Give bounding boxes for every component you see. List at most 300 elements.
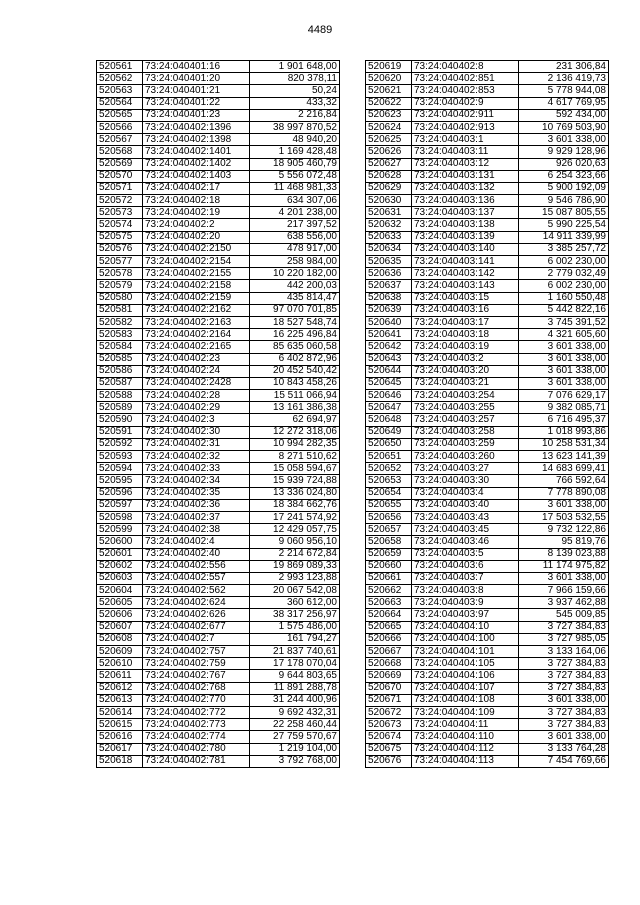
cadastral-value: 62 694,97 (250, 414, 340, 426)
table-row (366, 438, 609, 450)
cadastral-number: 73:24:040403:132 (412, 182, 519, 194)
row-number: 520632 (366, 219, 412, 231)
table-row (97, 572, 340, 584)
table-row (366, 560, 609, 572)
row-number: 520646 (366, 390, 412, 402)
cadastral-number: 73:24:040402:913 (412, 121, 519, 133)
table-row (366, 706, 609, 718)
cadastral-number: 73:24:040403:139 (412, 231, 519, 243)
cadastral-number: 73:24:040403:142 (412, 268, 519, 280)
row-number: 520622 (366, 97, 412, 109)
left-register-table (96, 60, 340, 768)
row-number: 520598 (97, 511, 143, 523)
cadastral-number: 73:24:040403:30 (412, 475, 519, 487)
cadastral-value: 2 136 419,73 (519, 73, 609, 85)
cadastral-number: 73:24:040403:254 (412, 390, 519, 402)
cadastral-value: 7 076 629,17 (519, 390, 609, 402)
table-row (97, 341, 340, 353)
cadastral-number: 73:24:040401:23 (143, 109, 250, 121)
cadastral-number: 73:24:040403:131 (412, 170, 519, 182)
row-number: 520595 (97, 475, 143, 487)
cadastral-number: 73:24:040402:626 (143, 609, 250, 621)
table-row (97, 207, 340, 219)
row-number: 520576 (97, 243, 143, 255)
cadastral-value: 2 214 672,84 (250, 548, 340, 560)
row-number: 520616 (97, 731, 143, 743)
row-number: 520620 (366, 73, 412, 85)
cadastral-value: 1 901 648,00 (250, 61, 340, 73)
row-number: 520588 (97, 390, 143, 402)
row-number: 520661 (366, 572, 412, 584)
row-number: 520568 (97, 146, 143, 158)
cadastral-number: 73:24:040402:2163 (143, 316, 250, 328)
cadastral-value: 3 133 164,06 (519, 646, 609, 658)
cadastral-value: 17 503 532,55 (519, 511, 609, 523)
table-row (366, 121, 609, 133)
table-row (97, 402, 340, 414)
table-row (366, 146, 609, 158)
row-number: 520649 (366, 426, 412, 438)
table-row (366, 731, 609, 743)
cadastral-value: 13 161 386,38 (250, 402, 340, 414)
table-row (97, 658, 340, 670)
cadastral-number: 73:24:040404:110 (412, 731, 519, 743)
cadastral-number: 73:24:040402:773 (143, 719, 250, 731)
table-row (366, 633, 609, 645)
table-row (97, 280, 340, 292)
row-number: 520667 (366, 646, 412, 658)
row-number: 520618 (97, 755, 143, 767)
cadastral-value: 592 434,00 (519, 109, 609, 121)
cadastral-value: 3 727 384,83 (519, 682, 609, 694)
cadastral-number: 73:24:040403:43 (412, 511, 519, 523)
cadastral-number: 73:24:040402:4 (143, 536, 250, 548)
table-row (366, 377, 609, 389)
cadastral-value: 231 306,84 (519, 61, 609, 73)
cadastral-number: 73:24:040402:19 (143, 207, 250, 219)
row-number: 520653 (366, 475, 412, 487)
cadastral-number: 73:24:040402:757 (143, 646, 250, 658)
cadastral-value: 634 307,06 (250, 195, 340, 207)
table-row (97, 170, 340, 182)
row-number: 520629 (366, 182, 412, 194)
row-number: 520561 (97, 61, 143, 73)
table-row (97, 621, 340, 633)
cadastral-value: 12 429 057,75 (250, 524, 340, 536)
cadastral-value: 1 575 486,00 (250, 621, 340, 633)
row-number: 520676 (366, 755, 412, 767)
cadastral-number: 73:24:040402:781 (143, 755, 250, 767)
cadastral-value: 85 635 060,58 (250, 341, 340, 353)
row-number: 520619 (366, 61, 412, 73)
cadastral-number: 73:24:040403:5 (412, 548, 519, 560)
table-row (97, 109, 340, 121)
table-row (97, 426, 340, 438)
table-row (97, 548, 340, 560)
cadastral-number: 73:24:040403:140 (412, 243, 519, 255)
row-number: 520573 (97, 207, 143, 219)
table-row (97, 706, 340, 718)
cadastral-number: 73:24:040403:9 (412, 597, 519, 609)
cadastral-value: 16 225 496,84 (250, 329, 340, 341)
cadastral-number: 73:24:040402:34 (143, 475, 250, 487)
cadastral-value: 1 169 428,48 (250, 146, 340, 158)
cadastral-value: 14 683 699,41 (519, 463, 609, 475)
cadastral-value: 13 623 141,39 (519, 451, 609, 463)
cadastral-number: 73:24:040402:1401 (143, 146, 250, 158)
table-row (366, 316, 609, 328)
table-row (97, 85, 340, 97)
row-number: 520636 (366, 268, 412, 280)
cadastral-number: 73:24:040402:29 (143, 402, 250, 414)
cadastral-value: 95 819,76 (519, 536, 609, 548)
row-number: 520626 (366, 146, 412, 158)
row-number: 520651 (366, 451, 412, 463)
row-number: 520625 (366, 134, 412, 146)
row-number: 520574 (97, 219, 143, 231)
table-row (366, 670, 609, 682)
cadastral-number: 73:24:040403:15 (412, 292, 519, 304)
cadastral-value: 433,32 (250, 97, 340, 109)
table-row (366, 719, 609, 731)
row-number: 520607 (97, 621, 143, 633)
cadastral-number: 73:24:040404:101 (412, 646, 519, 658)
table-row (366, 97, 609, 109)
cadastral-number: 73:24:040402:8 (412, 61, 519, 73)
cadastral-value: 97 070 701,85 (250, 304, 340, 316)
cadastral-number: 73:24:040402:23 (143, 353, 250, 365)
cadastral-number: 73:24:040402:3 (143, 414, 250, 426)
cadastral-number: 73:24:040402:2428 (143, 377, 250, 389)
cadastral-value: 8 139 023,88 (519, 548, 609, 560)
table-row (366, 292, 609, 304)
table-row (366, 658, 609, 670)
cadastral-number: 73:24:040403:46 (412, 536, 519, 548)
row-number: 520603 (97, 572, 143, 584)
cadastral-value: 11 468 981,33 (250, 182, 340, 194)
cadastral-value: 38 997 870,52 (250, 121, 340, 133)
cadastral-value: 15 058 594,67 (250, 463, 340, 475)
cadastral-number: 73:24:040402:36 (143, 499, 250, 511)
cadastral-value: 3 601 338,00 (519, 499, 609, 511)
row-number: 520621 (366, 85, 412, 97)
table-row (97, 755, 340, 767)
cadastral-number: 73:24:040403:2 (412, 353, 519, 365)
row-number: 520657 (366, 524, 412, 536)
cadastral-value: 6 716 495,37 (519, 414, 609, 426)
cadastral-value: 926 020,63 (519, 158, 609, 170)
cadastral-value: 9 546 786,90 (519, 195, 609, 207)
cadastral-value: 6 002 230,00 (519, 256, 609, 268)
cadastral-value: 4 617 769,95 (519, 97, 609, 109)
cadastral-number: 73:24:040402:20 (143, 231, 250, 243)
table-row (97, 524, 340, 536)
cadastral-number: 73:24:040404:105 (412, 658, 519, 670)
table-row (366, 499, 609, 511)
table-row (97, 73, 340, 85)
table-row (366, 597, 609, 609)
cadastral-value: 3 792 768,00 (250, 755, 340, 767)
cadastral-number: 73:24:040403:8 (412, 585, 519, 597)
table-row (366, 280, 609, 292)
row-number: 520648 (366, 414, 412, 426)
row-number: 520592 (97, 438, 143, 450)
cadastral-value: 3 601 338,00 (519, 377, 609, 389)
row-number: 520609 (97, 646, 143, 658)
cadastral-number: 73:24:040402:911 (412, 109, 519, 121)
cadastral-number: 73:24:040402:770 (143, 694, 250, 706)
cadastral-value: 14 911 339,99 (519, 231, 609, 243)
row-number: 520640 (366, 316, 412, 328)
cadastral-number: 73:24:040403:1 (412, 134, 519, 146)
table-row (97, 414, 340, 426)
cadastral-number: 73:24:040403:18 (412, 329, 519, 341)
cadastral-number: 73:24:040402:853 (412, 85, 519, 97)
cadastral-number: 73:24:040402:2165 (143, 341, 250, 353)
table-row (366, 109, 609, 121)
table-row (366, 402, 609, 414)
cadastral-value: 3 727 384,83 (519, 706, 609, 718)
cadastral-number: 73:24:040402:780 (143, 743, 250, 755)
table-row (97, 633, 340, 645)
table-row (97, 353, 340, 365)
cadastral-value: 3 601 338,00 (519, 694, 609, 706)
row-number: 520571 (97, 182, 143, 194)
table-row (97, 61, 340, 73)
row-number: 520601 (97, 548, 143, 560)
table-row (366, 341, 609, 353)
table-row (97, 316, 340, 328)
table-row (97, 475, 340, 487)
cadastral-value: 15 087 805,55 (519, 207, 609, 219)
cadastral-value: 18 384 662,76 (250, 499, 340, 511)
cadastral-value: 11 174 975,82 (519, 560, 609, 572)
row-number: 520591 (97, 426, 143, 438)
table-row (97, 585, 340, 597)
table-row (366, 755, 609, 767)
cadastral-number: 73:24:040402:1402 (143, 158, 250, 170)
row-number: 520593 (97, 451, 143, 463)
row-number: 520563 (97, 85, 143, 97)
cadastral-number: 73:24:040404:107 (412, 682, 519, 694)
cadastral-value: 13 336 024,80 (250, 487, 340, 499)
table-row (97, 731, 340, 743)
table-row (366, 682, 609, 694)
cadastral-number: 73:24:040402:18 (143, 195, 250, 207)
cadastral-value: 3 601 338,00 (519, 731, 609, 743)
cadastral-number: 73:24:040402:2 (143, 219, 250, 231)
cadastral-number: 73:24:040402:759 (143, 658, 250, 670)
row-number: 520630 (366, 195, 412, 207)
row-number: 520579 (97, 280, 143, 292)
table-row (366, 451, 609, 463)
cadastral-value: 5 778 944,08 (519, 85, 609, 97)
table-row (97, 609, 340, 621)
cadastral-value: 17 241 574,92 (250, 511, 340, 523)
cadastral-value: 3 601 338,00 (519, 353, 609, 365)
cadastral-value: 4 201 238,00 (250, 207, 340, 219)
cadastral-number: 73:24:040402:767 (143, 670, 250, 682)
row-number: 520670 (366, 682, 412, 694)
table-row (97, 670, 340, 682)
table-row (366, 182, 609, 194)
cadastral-value: 15 939 724,88 (250, 475, 340, 487)
table-row (97, 451, 340, 463)
cadastral-number: 73:24:040404:108 (412, 694, 519, 706)
cadastral-value: 10 843 458,26 (250, 377, 340, 389)
cadastral-number: 73:24:040403:11 (412, 146, 519, 158)
cadastral-value: 50,24 (250, 85, 340, 97)
cadastral-value: 9 644 803,65 (250, 670, 340, 682)
cadastral-value: 1 160 550,48 (519, 292, 609, 304)
table-row (366, 390, 609, 402)
cadastral-number: 73:24:040404:113 (412, 755, 519, 767)
row-number: 520668 (366, 658, 412, 670)
cadastral-value: 19 869 089,33 (250, 560, 340, 572)
cadastral-number: 73:24:040403:7 (412, 572, 519, 584)
cadastral-value: 48 940,20 (250, 134, 340, 146)
cadastral-value: 27 759 570,67 (250, 731, 340, 743)
cadastral-value: 5 442 822,16 (519, 304, 609, 316)
cadastral-number: 73:24:040401:22 (143, 97, 250, 109)
cadastral-value: 2 779 032,49 (519, 268, 609, 280)
row-number: 520623 (366, 109, 412, 121)
row-number: 520578 (97, 268, 143, 280)
row-number: 520655 (366, 499, 412, 511)
cadastral-value: 4 321 605,60 (519, 329, 609, 341)
cadastral-number: 73:24:040404:112 (412, 743, 519, 755)
cadastral-value: 21 837 740,61 (250, 646, 340, 658)
cadastral-value: 6 402 872,96 (250, 353, 340, 365)
row-number: 520585 (97, 353, 143, 365)
table-row (366, 304, 609, 316)
table-row (366, 511, 609, 523)
cadastral-number: 73:24:040402:562 (143, 585, 250, 597)
row-number: 520635 (366, 256, 412, 268)
cadastral-number: 73:24:040403:259 (412, 438, 519, 450)
table-row (366, 621, 609, 633)
cadastral-value: 5 990 225,54 (519, 219, 609, 231)
cadastral-number: 73:24:040402:2158 (143, 280, 250, 292)
table-row (366, 463, 609, 475)
table-row (97, 487, 340, 499)
cadastral-value: 9 060 956,10 (250, 536, 340, 548)
cadastral-number: 73:24:040403:141 (412, 256, 519, 268)
table-row (366, 268, 609, 280)
row-number: 520665 (366, 621, 412, 633)
cadastral-number: 73:24:040402:677 (143, 621, 250, 633)
row-number: 520641 (366, 329, 412, 341)
cadastral-number: 73:24:040402:772 (143, 706, 250, 718)
row-number: 520564 (97, 97, 143, 109)
cadastral-value: 18 527 548,74 (250, 316, 340, 328)
table-row (366, 158, 609, 170)
cadastral-number: 73:24:040402:17 (143, 182, 250, 194)
cadastral-number: 73:24:040404:100 (412, 633, 519, 645)
table-row (97, 511, 340, 523)
row-number: 520671 (366, 694, 412, 706)
row-number: 520673 (366, 719, 412, 731)
cadastral-value: 6 002 230,00 (519, 280, 609, 292)
cadastral-value: 3 727 384,83 (519, 670, 609, 682)
page-number: 4489 (307, 24, 333, 36)
row-number: 520662 (366, 585, 412, 597)
cadastral-value: 12 272 318,06 (250, 426, 340, 438)
table-row (97, 256, 340, 268)
cadastral-number: 73:24:040403:17 (412, 316, 519, 328)
cadastral-value: 638 556,00 (250, 231, 340, 243)
cadastral-number: 73:24:040404:106 (412, 670, 519, 682)
row-number: 520652 (366, 463, 412, 475)
cadastral-value: 820 378,11 (250, 73, 340, 85)
cadastral-value: 3 601 338,00 (519, 365, 609, 377)
row-number: 520594 (97, 463, 143, 475)
row-number: 520634 (366, 243, 412, 255)
cadastral-value: 1 018 993,86 (519, 426, 609, 438)
table-row (97, 597, 340, 609)
cadastral-number: 73:24:040403:260 (412, 451, 519, 463)
table-row (97, 329, 340, 341)
row-number: 520582 (97, 316, 143, 328)
cadastral-number: 73:24:040402:851 (412, 73, 519, 85)
cadastral-value: 10 258 531,34 (519, 438, 609, 450)
table-row (366, 195, 609, 207)
cadastral-value: 435 814,47 (250, 292, 340, 304)
cadastral-value: 258 984,00 (250, 256, 340, 268)
row-number: 520666 (366, 633, 412, 645)
table-row (97, 365, 340, 377)
cadastral-value: 22 258 460,44 (250, 719, 340, 731)
row-number: 520642 (366, 341, 412, 353)
cadastral-value: 2 216,84 (250, 109, 340, 121)
table-row (97, 219, 340, 231)
row-number: 520605 (97, 597, 143, 609)
cadastral-number: 73:24:040402:28 (143, 390, 250, 402)
cadastral-number: 73:24:040403:137 (412, 207, 519, 219)
table-row (97, 243, 340, 255)
row-number: 520624 (366, 121, 412, 133)
cadastral-value: 9 929 128,96 (519, 146, 609, 158)
row-number: 520604 (97, 585, 143, 597)
row-number: 520645 (366, 377, 412, 389)
row-number: 520599 (97, 524, 143, 536)
cadastral-number: 73:24:040403:138 (412, 219, 519, 231)
row-number: 520639 (366, 304, 412, 316)
cadastral-value: 3 601 338,00 (519, 341, 609, 353)
row-number: 520628 (366, 170, 412, 182)
cadastral-number: 73:24:040402:2154 (143, 256, 250, 268)
table-row (366, 694, 609, 706)
cadastral-value: 7 966 159,66 (519, 585, 609, 597)
cadastral-value: 3 727 384,83 (519, 719, 609, 731)
cadastral-value: 6 254 323,66 (519, 170, 609, 182)
cadastral-number: 73:24:040402:40 (143, 548, 250, 560)
row-number: 520644 (366, 365, 412, 377)
cadastral-number: 73:24:040401:20 (143, 73, 250, 85)
cadastral-number: 73:24:040402:35 (143, 487, 250, 499)
row-number: 520581 (97, 304, 143, 316)
row-number: 520647 (366, 402, 412, 414)
cadastral-number: 73:24:040403:45 (412, 524, 519, 536)
table-row (366, 414, 609, 426)
table-row (366, 243, 609, 255)
cadastral-value: 3 937 462,88 (519, 597, 609, 609)
table-row (97, 195, 340, 207)
cadastral-value: 766 592,64 (519, 475, 609, 487)
table-row (97, 743, 340, 755)
cadastral-number: 73:24:040403:12 (412, 158, 519, 170)
cadastral-number: 73:24:040402:556 (143, 560, 250, 572)
